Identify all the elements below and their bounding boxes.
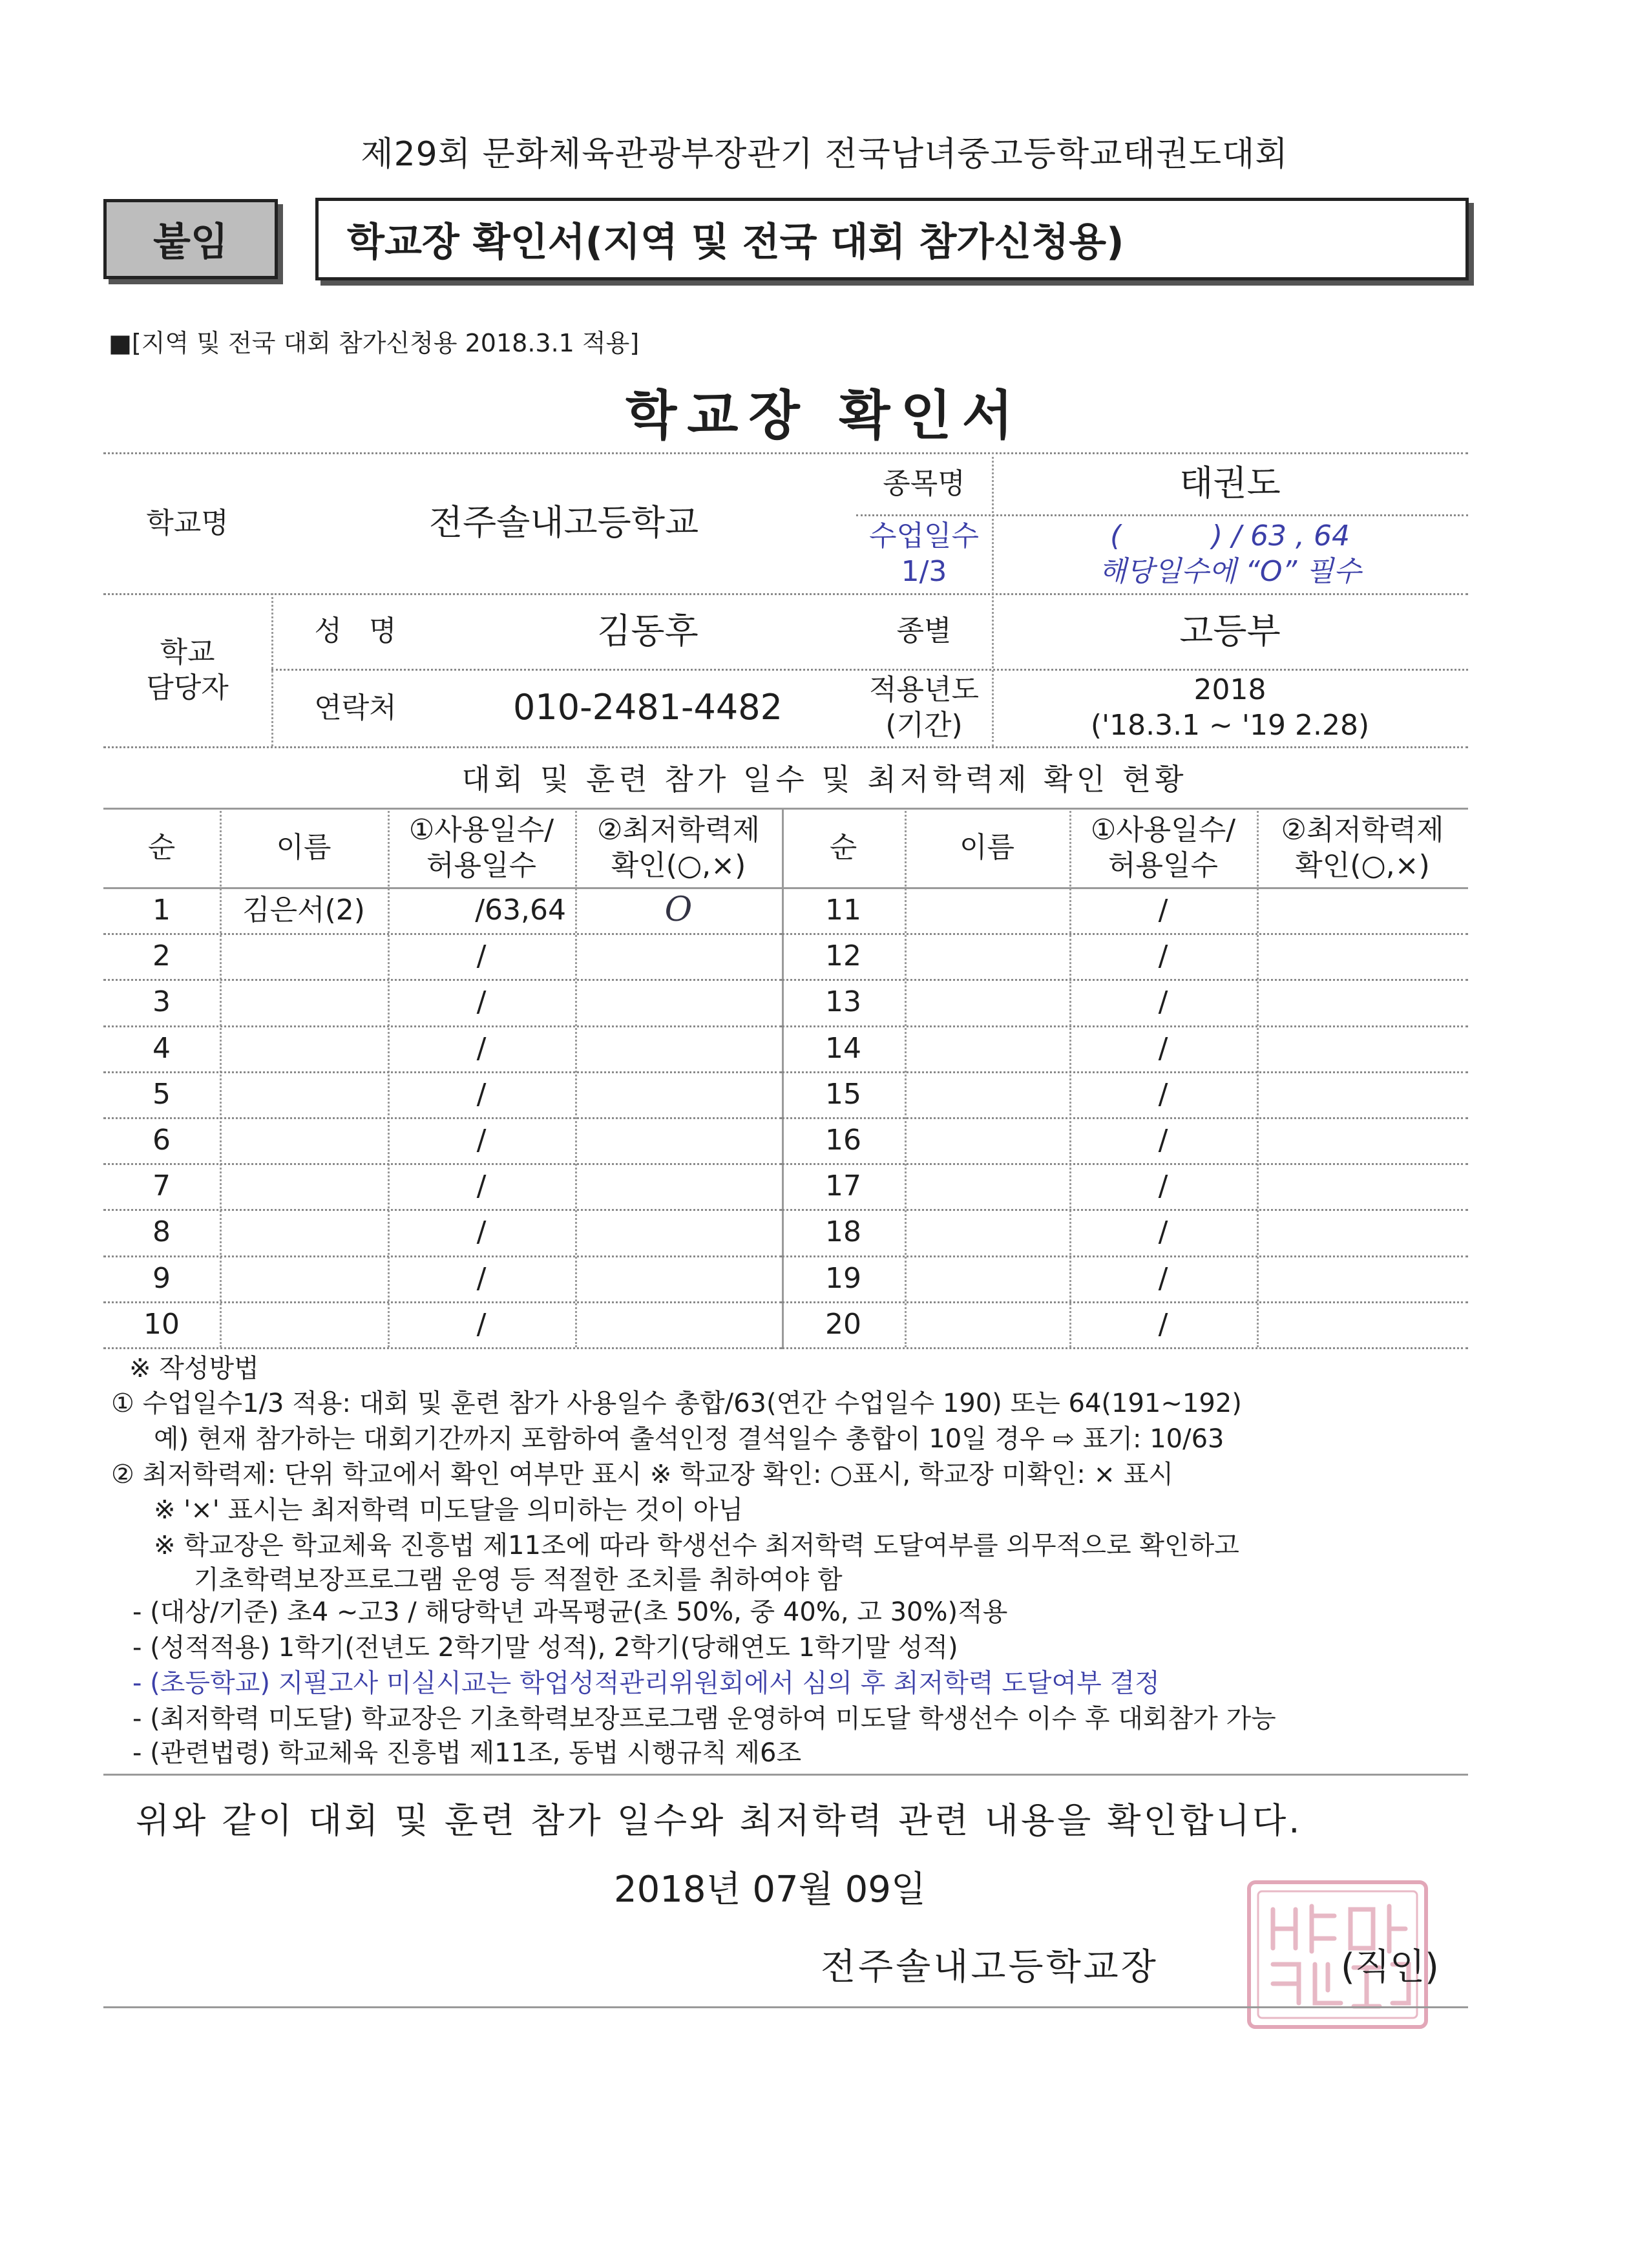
cell-confirm [575,1301,782,1347]
form-title: 학교장 확인서(지역 및 전국 대회 참가신청용) [347,220,1124,265]
cell-days: / [1158,1261,1168,1295]
cell-days: / [476,1031,487,1065]
competition-title: 제29회 문화체육관광부장관기 전국남녀중고등학교태권도대회 [361,135,1288,174]
attachment-label: 붙임 [153,220,228,265]
cell-confirm [1257,933,1468,979]
col-confirm-header-line1: ②최저학력제 [597,813,760,846]
cell-num: 11 [825,894,861,927]
col-confirm-header-line2: 확인(○,×) [1295,848,1430,882]
note-bullet-5: - (관련법령) 학교체육 진흥법 제11조, 동법 시행규칙 제6조 [132,1738,802,1768]
cell-days: / [476,1261,487,1295]
cell-num: 6 [152,1124,171,1157]
cell-num: 10 [143,1307,180,1341]
cell-name [220,1301,388,1347]
cell-days: / [476,1307,487,1341]
col-confirm-header-line2: 확인(○,×) [611,848,746,882]
cell-name [220,1117,388,1163]
col-days-header-line2: 허용일수 [426,848,536,882]
cell-confirm [575,979,782,1025]
seal-label: (직인) [1341,1946,1439,1988]
cell-days: / [1158,1170,1168,1203]
note-bullet-2: - (성적적용) 1학기(전년도 2학기말 성적), 2학기(당해연도 1학기말 성적) [132,1633,958,1663]
class-days-label-line2: 1/3 [901,555,947,588]
cell-name [905,1071,1069,1117]
cell-days: / [1158,894,1168,927]
col-name-header: 이름 [959,831,1014,864]
cell-name [220,979,388,1025]
cell-days: /63,64 [475,894,566,927]
cell-num: 3 [152,985,171,1019]
cell-num: 8 [152,1215,171,1249]
cell-name [905,1255,1069,1301]
note-bullet-1: - (대상/기준) 초4 ~고3 / 해당학년 과목평균(초 50%, 중 40%, 고 30%)적용 [132,1597,1008,1627]
note-1-line-2: 예) 현재 참가하는 대회기간까지 포함하여 출석인정 결석일수 총합이 10일 경우 ⇨ 표기: 10/63 [154,1424,1224,1454]
phone-value: 010-2481-4482 [513,687,782,728]
cell-num: 2 [152,940,171,973]
col-num-header: 순 [147,831,176,864]
cell-days: / [476,985,487,1019]
cell-num: 9 [152,1261,171,1295]
school-name-label: 학교명 [146,506,229,540]
cell-confirm [1257,1209,1468,1255]
col-days-header-line1: ①사용일수/ [1090,813,1236,846]
cell-name [905,1163,1069,1209]
info-bottom-border [103,746,1468,748]
year-value-line1: 2018 [1193,673,1266,706]
cell-num: 12 [825,940,861,973]
cell-confirm [575,1209,782,1255]
col-num-header: 순 [829,831,857,864]
class-days-value-line1: ( ) / 63 , 64 [1110,520,1350,552]
col-days-header-line1: ①사용일수/ [408,813,554,846]
cell-num: 18 [825,1215,861,1249]
event-label: 종목명 [883,467,965,500]
cell-confirm [575,1071,782,1117]
cell-days: / [1158,985,1168,1019]
cell-num: 15 [825,1077,861,1111]
contact-person-label [103,593,271,746]
cell-confirm [1257,1163,1468,1209]
cell-confirm [1257,887,1468,933]
cell-num: 1 [152,894,171,927]
cell-days: / [476,1170,487,1203]
note-bullet-3: - (초등학교) 지필고사 미실시교는 학업성적관리위원회에서 심의 후 최저학력 도달여부 결정 [132,1668,1160,1698]
cell-days: / [1158,1031,1168,1065]
document-date: 2018년 07월 09일 [614,1869,926,1911]
year-label-line1: 적용년도 [868,673,979,706]
cell-num: 5 [152,1077,171,1111]
form-title-box [315,198,1469,280]
school-name-value: 전주솔내고등학교 [428,502,699,543]
cell-days: / [476,1124,487,1157]
note-bullet-4: - (최저학력 미도달) 학교장은 기초학력보장프로그램 운영하여 미도달 학생선수 이수 후 대회참가 가능 [132,1704,1276,1734]
class-days-value [992,514,1468,593]
signer-title: 전주솔내고등학교장 [821,1946,1159,1988]
cell-confirm [1257,1025,1468,1071]
attachment-label-box [103,199,278,279]
note-2-line-3: ※ 학교장은 학교체육 진흥법 제11조에 따라 학생선수 최저학력 도달여부를 의무적으로 확인하고 [154,1531,1239,1560]
cell-num: 14 [825,1031,861,1065]
cell-name [220,1163,388,1209]
cell-name [905,1301,1069,1347]
cell-days: / [1158,1124,1168,1157]
cell-confirm [575,1025,782,1071]
cell-name [905,979,1069,1025]
note-2-line-1: ② 최저학력제: 단위 학교에서 확인 여부만 표시 ※ 학교장 확인: ○표시, 학교장 미확인: × 표시 [111,1460,1174,1489]
cell-name [220,933,388,979]
note-2-line-4: 기초학력보장프로그램 운영 등 적절한 조치를 취하여야 함 [194,1565,843,1595]
contact-person-label-line1: 학교 [160,635,215,669]
table-row-line [103,1347,782,1349]
cell-name [220,1255,388,1301]
class-days-value-line2: 해당일수에 “O” 필수 [1098,555,1361,588]
cell-confirm [575,933,782,979]
col-confirm-header [1257,808,1468,887]
cell-num: 16 [825,1124,861,1157]
document-title: 학교장 확인서 [625,385,1024,446]
cell-name [905,1025,1069,1071]
cell-name [905,933,1069,979]
cell-name [905,1209,1069,1255]
cell-name [220,1209,388,1255]
cell-confirm: O [664,890,693,930]
cell-num: 17 [825,1170,861,1203]
cell-confirm [1257,1071,1468,1117]
year-value [992,669,1468,746]
cell-num: 4 [152,1031,171,1065]
col-days-header [388,808,575,887]
division-value: 고등부 [1179,610,1281,651]
cell-confirm [1257,979,1468,1025]
col-days-header [1069,808,1257,887]
col-name-header: 이름 [276,831,331,864]
col-confirm-header [575,808,782,887]
cell-num: 19 [825,1261,861,1295]
note-line: ■[지역 및 전국 대회 참가신청용 2018.3.1 적용] [109,329,640,357]
cell-confirm [575,1163,782,1209]
year-label-line2: (기간) [885,709,963,742]
event-value: 태권도 [1179,463,1281,504]
cell-num: 13 [825,985,861,1019]
name-value: 김동후 [597,610,698,651]
cell-name [220,1025,388,1071]
cell-num: 20 [825,1307,861,1341]
confirmation-statement: 위와 같이 대회 및 훈련 참가 일수와 최저학력 관련 내용을 확인합니다. [136,1800,1303,1841]
name-label: 성 명 [314,614,397,647]
cell-name [220,1071,388,1117]
cell-confirm [1257,1255,1468,1301]
col-days-header-line2: 허용일수 [1108,848,1218,882]
notes-heading: ※ 작성방법 [129,1354,259,1383]
cell-name [905,887,1069,933]
cell-days: / [476,1215,487,1249]
cell-confirm [575,1117,782,1163]
note-2-line-2: ※ '×' 표시는 최저학력 미도달을 의미하는 것이 아님 [154,1495,744,1525]
class-days-label-line1: 수업일수 [868,520,979,552]
cell-confirm [1257,1117,1468,1163]
col-confirm-header-line1: ②최저학력제 [1281,813,1444,846]
class-days-label [856,514,992,593]
section-heading: 대회 및 훈련 참가 일수 및 최저학력제 확인 현황 [461,762,1188,797]
cell-days: / [1158,1215,1168,1249]
cell-days: / [476,1077,487,1111]
cell-days: / [476,940,487,973]
cell-confirm [1257,1301,1468,1347]
year-label [856,669,992,746]
cell-confirm [575,1255,782,1301]
year-value-line2: ('18.3.1 ~ '19 2.28) [1090,709,1370,742]
notes-bottom-border [103,1774,1468,1776]
cell-days: / [1158,1077,1168,1111]
cell-days: / [1158,940,1168,973]
cell-num: 7 [152,1170,171,1203]
cell-name: 김은서(2) [242,894,365,927]
contact-person-label-line2: 담당자 [146,671,229,704]
cell-name [905,1117,1069,1163]
cell-days: / [1158,1307,1168,1341]
table-row-line [782,1347,1468,1349]
division-label: 종별 [896,614,952,647]
footer-bottom-border [103,2006,1468,2008]
note-1-line-1: ① 수업일수1/3 적용: 대회 및 훈련 참가 사용일수 총합/63(연간 수업일수 190) 또는 64(191~192) [111,1389,1242,1418]
phone-label: 연락처 [314,691,397,724]
